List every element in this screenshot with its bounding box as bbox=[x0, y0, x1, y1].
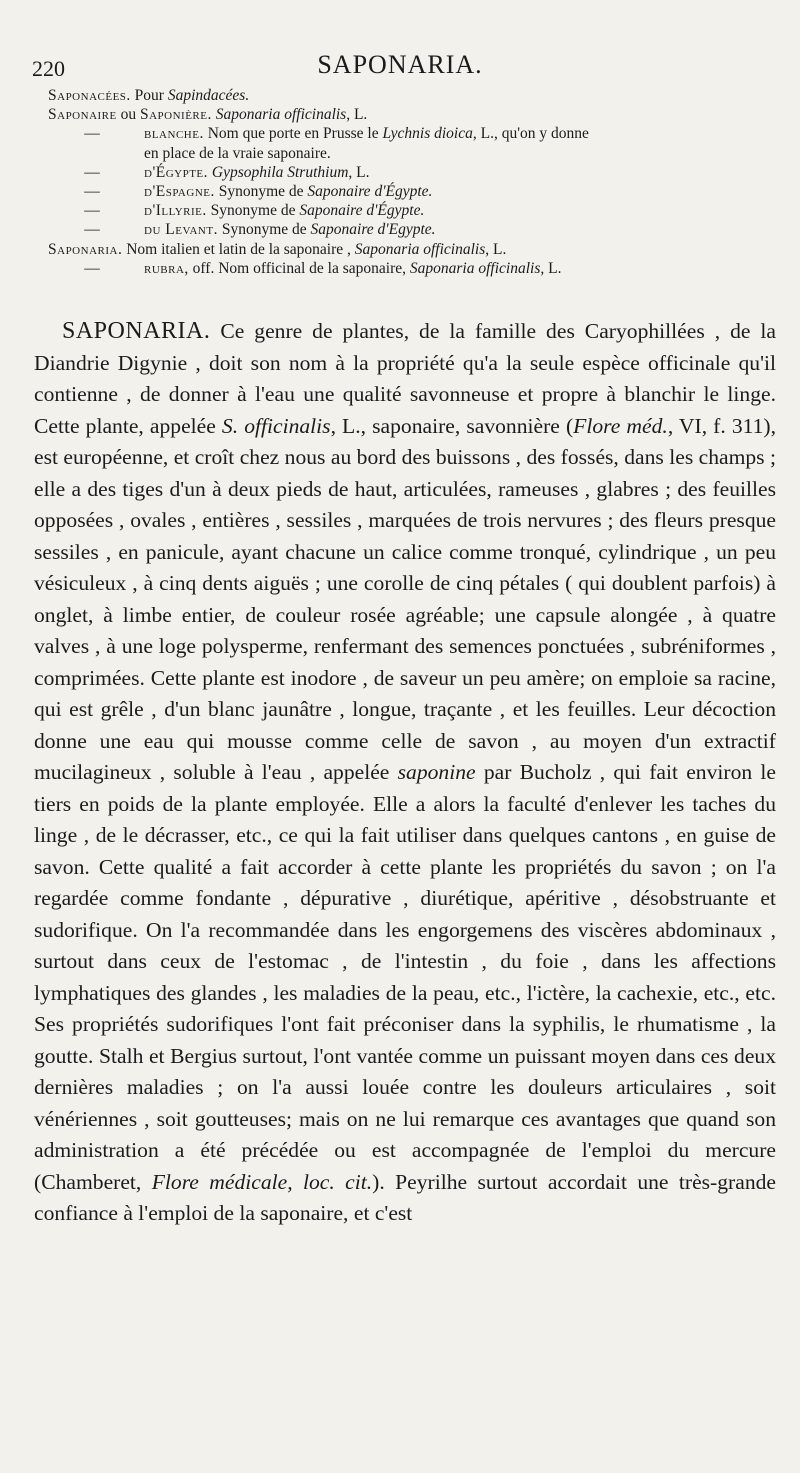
entry-tail: , L., qu'on y donne bbox=[472, 125, 589, 143]
entry-italic: Saponaria officinalis bbox=[211, 106, 347, 124]
article-saponaria bbox=[34, 316, 776, 1230]
article-italic: Flore méd. bbox=[573, 413, 668, 438]
entry-text: Nom italien et latin de la saponaire , bbox=[122, 240, 355, 258]
entry-saponaria-rubra bbox=[48, 259, 782, 278]
entry-head: d'Espagne. bbox=[144, 183, 215, 201]
entry-head: Saponaire bbox=[48, 106, 117, 124]
entry-head: rubra, bbox=[144, 259, 189, 277]
entry-italic: Saponaire d'Égypte. bbox=[299, 202, 425, 220]
entry-italic: Sapindacées. bbox=[167, 87, 250, 104]
article-paragraph bbox=[34, 316, 776, 1230]
entry-italic: Saponaria officinalis bbox=[354, 240, 486, 258]
entry-tail: , L. bbox=[348, 163, 370, 181]
entry-text: Synonyme de bbox=[217, 221, 311, 239]
entry-continuation: en place de la vraie saponaire. bbox=[144, 144, 331, 162]
page-header bbox=[28, 50, 772, 84]
article-text: , VI, f. 311), est européenne, et croît chez nous au bord des buissons , des fossés, dans les champs ; elle a des tiges d'un à deux pieds de haut, articulées, rameuses , glabres ; des feuilles opposées , ovales , entières , sessiles , marquées de trois nervures ; des fleurs presque sessiles , en panicule, ayant chacune un calice comme tronqué, cylindrique , un peu vésiculeux , à cinq dents aiguës ; une corolle de cinq pétales ( qui doublent parfois) à onglet, à limbe entier, de couleur rosée agréable; une capsule alongée , à quatre valves , à une loge polysperme, renfermant des semences ponctuées , subréniformes , comprimées. Cette plante est inodore , de saveur un peu amère; on emploie sa racine, qui est grêle , d'un blanc jaunâtre , longue, traçante , et les feuilles. Leur décoction donne une eau qui mousse comme celle de savon , au moyen d'un extractif mucilagineux , soluble à l'eau , appelée bbox=[34, 413, 777, 784]
entry-head: d'Illyrie. bbox=[144, 202, 207, 220]
entry-saponaire-levant bbox=[48, 220, 782, 239]
article-text: , L., saponaire, savonnière ( bbox=[330, 413, 574, 438]
dash-mark: — bbox=[84, 183, 100, 201]
entry-saponaire-egypte bbox=[48, 163, 782, 182]
entry-italic: Saponaire d'Egypte. bbox=[310, 221, 436, 239]
entry-saponaire bbox=[48, 105, 782, 124]
entry-tail: , L. bbox=[540, 259, 562, 277]
entry-head: blanche. bbox=[144, 125, 204, 143]
entry-italic: Saponaire d'Égypte. bbox=[307, 183, 433, 201]
entry-saponacees bbox=[48, 86, 782, 105]
dash-mark: — bbox=[84, 221, 100, 239]
entry-text: Pour bbox=[130, 87, 168, 104]
entry-head: d'Égypte. bbox=[144, 163, 209, 181]
dash-mark: — bbox=[84, 259, 100, 277]
entry-tail: , L. bbox=[485, 240, 507, 258]
entry-list bbox=[48, 86, 782, 278]
entry-head: Saponacées. bbox=[48, 87, 131, 104]
dash-mark: — bbox=[84, 163, 100, 181]
entry-text: Synonyme de bbox=[214, 183, 308, 201]
article-text: par Bucholz , qui fait environ le tiers en poids de la plante employée. Elle a alors la faculté d'enlever les taches du linge , de le décrasser, etc., ce qui la fait utiliser dans quelques cantons , en guise de savon. Cette qualité a fait accorder à cette plante les propriétés du savon ; on l'a regardée comme fondante , dépurative , diurétique, apéritive , désobstruante et sudorifique. On l'a recommandée dans les engorgemens des viscères abdominaux , surtout dans ceux de l'estomac , de l'intestin , du foie , dans les affections lymphatiques des glandes , les maladies de la peau, etc., l'ictère, la cachexie, etc., etc. Ses propriétés sudorifiques l'ont fait préconiser dans la syphilis, le rhumatisme , la goutte. Stalh et Bergius surtout, l'ont vantée comme un puissant moyen dans ces deux dernières maladies ; on l'a aussi louée contre les douleurs articulaires , soit vénériennes , soit goutteuses; mais on ne lui remarque ces avantages que quand son administration a été précédée ou est accompagnée de l'emploi du mercure (Chamberet, bbox=[34, 760, 776, 1194]
dash-mark: — bbox=[84, 202, 100, 220]
entry-text: off. Nom officinal de la saponaire, bbox=[188, 259, 410, 277]
entry-tail: , L. bbox=[346, 106, 368, 124]
entry-italic: Saponaria officinalis bbox=[409, 259, 541, 277]
entry-saponaria bbox=[48, 240, 782, 259]
entry-head-alt: Saponière. bbox=[139, 106, 212, 124]
article-headword: SAPONARIA. bbox=[62, 318, 211, 344]
article-text: ). Peyrilhe surtout accordait une très-grande confiance à l'emploi de la saponaire, et c'est bbox=[34, 1169, 776, 1225]
entry-saponaire-blanche bbox=[48, 124, 782, 143]
article-italic: Flore médicale, loc. cit. bbox=[151, 1169, 373, 1194]
article-italic: saponine bbox=[397, 760, 476, 784]
entry-head: Saponaria. bbox=[48, 240, 123, 258]
page-number: 220 bbox=[32, 56, 65, 81]
entry-saponaire-espagne bbox=[48, 182, 782, 201]
entry-saponaire-illyrie bbox=[48, 201, 782, 220]
entry-italic: Gypsophila Struthium bbox=[211, 163, 349, 181]
entry-text: Nom que porte en Prusse le bbox=[203, 125, 383, 143]
entry-text: Synonyme de bbox=[206, 202, 300, 220]
running-title: SAPONARIA. bbox=[317, 50, 483, 79]
article-italic: S. officinalis bbox=[221, 413, 331, 438]
entry-italic: Lychnis dioica bbox=[382, 125, 473, 143]
dash-mark: — bbox=[84, 125, 100, 143]
entry-text: ou bbox=[116, 106, 140, 124]
article-text: Ce genre de plantes, de la famille des Caryophillées , de la Diandrie Digynie , doit son nom à la propriété qu'a la seule espèce officinale qu'il contienne , de donner à l'eau une qualité savonneuse et propre à blanchir le linge. Cette plante, appelée bbox=[34, 319, 776, 438]
entry-head: du Levant. bbox=[144, 221, 218, 239]
